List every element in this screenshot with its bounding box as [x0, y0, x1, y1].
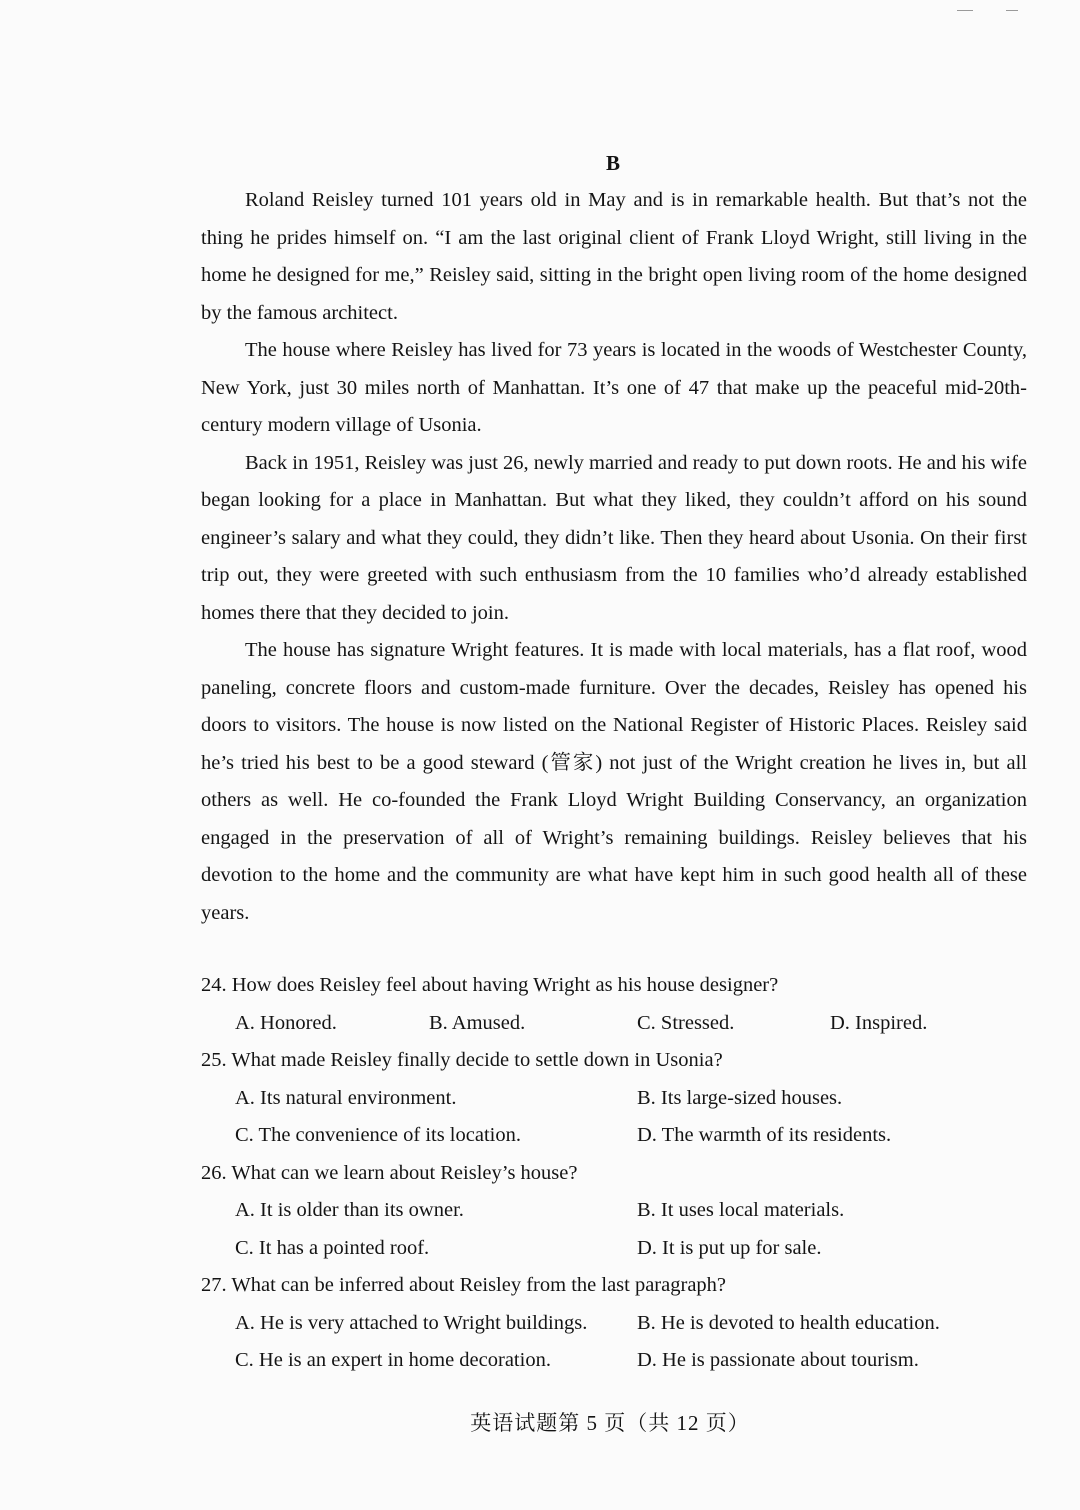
question-26 — [201, 1155, 1027, 1268]
option-d: D. He is passionate about tourism. — [637, 1349, 919, 1371]
option-row — [201, 1192, 1027, 1230]
option-b: B. Its large-sized houses. — [637, 1086, 843, 1109]
option-row — [201, 1305, 1027, 1343]
option-d: D. It is put up for sale. — [637, 1236, 822, 1259]
option-b: B. He is devoted to health education. — [637, 1311, 940, 1334]
question-stem: 24. How does Reisley feel about having Wright as his house designer? — [201, 974, 779, 996]
option-a: A. He is very attached to Wright buildings. — [235, 1311, 588, 1334]
question-stem: 27. What can be inferred about Reisley from the last paragraph? — [201, 1274, 727, 1296]
scan-mark — [957, 10, 973, 11]
section-heading: B — [605, 151, 620, 175]
question-list — [201, 967, 1027, 1380]
option-row — [201, 1117, 1027, 1155]
passage-paragraph: Back in 1951, Reisley was just 26, newly married and ready to put down roots. He and his wife began looking for a place in Manhattan. But what they liked, they couldn’t afford on his sound engineer’s salary and what they could, they didn’t like. Then they heard about Usonia. On their first trip out, they were greeted with such enthusiasm from the 10 families who’d already established homes there that they decided to join. — [201, 451, 1027, 624]
option-a: A. Its natural environment. — [235, 1086, 457, 1109]
option-a: A. It is older than its owner. — [235, 1199, 464, 1221]
option-b: B. It uses local materials. — [637, 1199, 845, 1221]
option-c: C. It has a pointed roof. — [235, 1236, 430, 1259]
passage-paragraph: The house has signature Wright features. It is made with local materials, has a flat roof, wood paneling, concrete floors and custom-made furniture. Over the decades, Reisley has opened his doors to visitors. The house is now listed on the National Register of Historic Places. Reisley said he’s tried his best to be a good steward (管家) not just of the Wright creation he lives in, but all others as well. He co-founded the Frank Lloyd Wright Building Conservancy, an organization engaged in the preservation of all of Wright’s remaining buildings. Reisley believes that his devotion to the home and the community are what have kept him in such good health all of these years. — [201, 639, 1027, 924]
option-row — [201, 1230, 1027, 1268]
option-row — [201, 1080, 1027, 1118]
option-c: C. Stressed. — [637, 1011, 735, 1034]
scan-mark — [1006, 10, 1018, 11]
question-stem: 26. What can we learn about Reisley’s house? — [201, 1161, 578, 1184]
question-stem: 25. What made Reisley finally decide to settle down in Usonia? — [201, 1049, 723, 1071]
option-d: D. Inspired. — [830, 1011, 928, 1034]
option-a: A. Honored. — [235, 1011, 337, 1034]
question-24 — [201, 967, 1027, 1042]
option-row — [201, 1005, 1027, 1043]
reading-passage — [201, 182, 1027, 932]
passage-paragraph: The house where Reisley has lived for 73 years is located in the woods of Westchester County, New York, just 30 miles north of Manhattan. It’s one of 47 that make up the peaceful mid-20th-century modern village of Usonia. — [201, 339, 1027, 436]
option-row — [201, 1342, 1027, 1380]
option-b: B. Amused. — [429, 1011, 526, 1034]
passage-paragraph: Roland Reisley turned 101 years old in May and is in remarkable health. But that’s not the thing he prides himself on. “I am the last original client of Frank Lloyd Wright, still living in the home he designed for me,” Reisley said, sitting in the bright open living room of the home designed by the famous architect. — [201, 189, 1027, 324]
question-25 — [201, 1042, 1027, 1155]
option-c: C. The convenience of its location. — [235, 1124, 521, 1146]
question-27 — [201, 1267, 1027, 1380]
option-d: D. The warmth of its residents. — [637, 1124, 892, 1146]
page-footer: 英语试题第 5 页（共 12 页） — [470, 1411, 750, 1435]
option-c: C. He is an expert in home decoration. — [235, 1349, 551, 1371]
